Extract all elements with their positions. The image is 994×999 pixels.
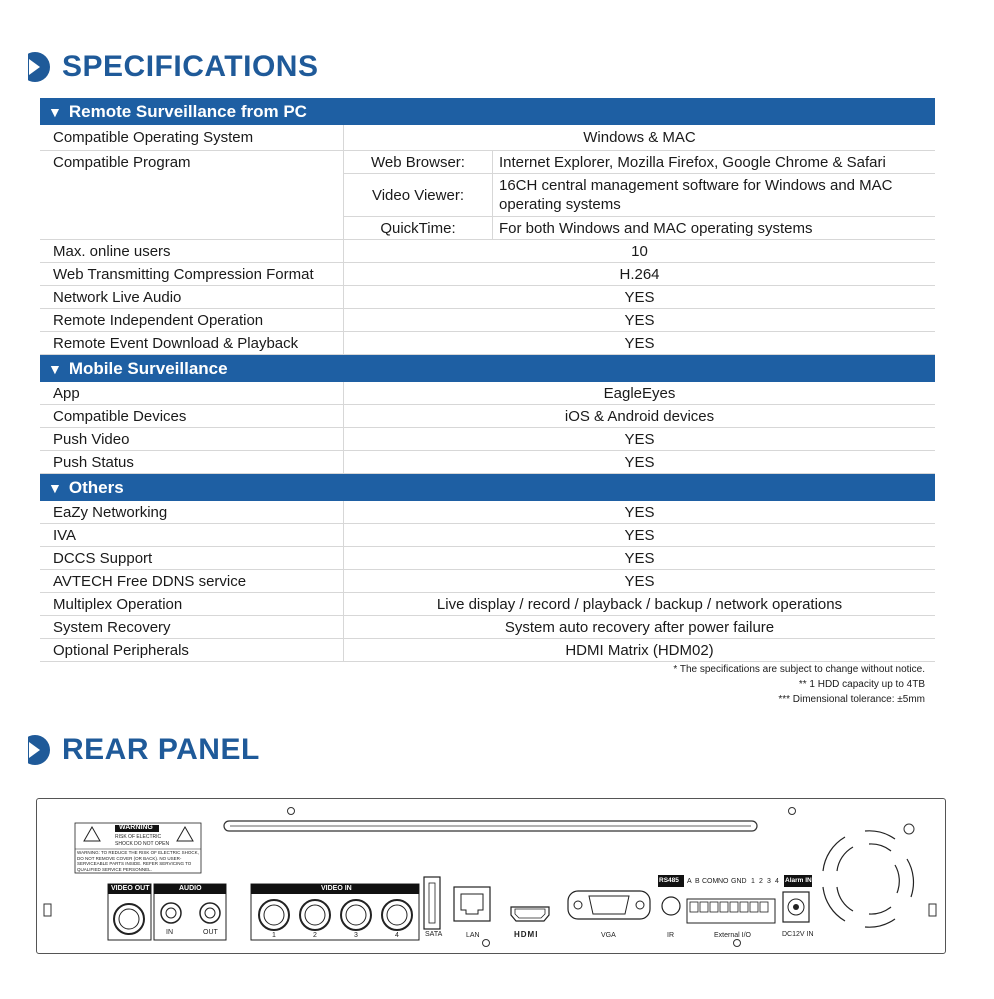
com-label: COM xyxy=(702,878,719,885)
sub-row xyxy=(344,217,935,239)
arrow-circle-icon xyxy=(20,735,50,765)
sub-key: Video Viewer: xyxy=(344,174,493,216)
page-title: SPECIFICATIONS xyxy=(62,50,319,83)
gnd-label: GND xyxy=(731,878,747,885)
footnote: *** Dimensional tolerance: ±5mm xyxy=(778,694,925,705)
table-row xyxy=(40,125,935,151)
section-heading: REAR PANEL xyxy=(62,733,260,766)
row-value: Live display / record / playback / backup / network operations xyxy=(436,595,843,613)
row-value: YES xyxy=(624,311,655,329)
section-title: Mobile Surveillance xyxy=(68,358,228,378)
table-row xyxy=(40,151,935,240)
table-row xyxy=(40,616,935,639)
triangle-down-icon: ▼ xyxy=(48,103,62,120)
sub-key: Web Browser: xyxy=(344,151,493,173)
row-label: Compatible Devices xyxy=(40,405,344,427)
row-label: Max. online users xyxy=(40,240,344,262)
dc-label: DC12V IN xyxy=(782,931,814,938)
alarm-3-label: 3 xyxy=(767,878,771,885)
row-label: App xyxy=(40,382,344,404)
alarm-2-label: 2 xyxy=(759,878,763,885)
warning-text: WARNING: TO REDUCE THE RISK OF ELECTRIC SHOCK, DO NOT REMOVE COVER (OR BACK). NO USER-SERVICEABLE PARTS INSIDE. REFER SERVICING TO QUALIFIED SERVICE PERSONNEL. xyxy=(77,850,199,872)
row-value: Windows & MAC xyxy=(583,129,696,146)
row-label: Multiplex Operation xyxy=(40,593,344,615)
sub-value: For both Windows and MAC operating systems xyxy=(499,219,813,237)
row-value: YES xyxy=(624,453,655,471)
row-label: Compatible Program xyxy=(40,151,344,239)
row-label: System Recovery xyxy=(40,616,344,638)
row-value: YES xyxy=(624,334,655,352)
row-label: Web Transmitting Compression Format xyxy=(40,263,344,285)
video-in-1: 1 xyxy=(272,932,276,939)
warning-line-2: SHOCK DO NOT OPEN xyxy=(115,841,170,847)
footnote: ** 1 HDD capacity up to 4TB xyxy=(798,679,925,690)
section-header-remote xyxy=(40,98,935,125)
rs485-b-label: B xyxy=(695,878,700,885)
sub-row xyxy=(344,151,935,174)
row-label: Push Video xyxy=(40,428,344,450)
footnote: * The specifications are subject to change without notice. xyxy=(673,664,925,675)
rear-panel-drawing xyxy=(36,798,946,954)
sata-label: SATA xyxy=(425,931,443,938)
hdmi-label: HDMI xyxy=(514,930,539,939)
sub-value: 16CH central management software for Windows and MAC operating systems xyxy=(499,177,893,213)
row-value: EagleEyes xyxy=(603,384,676,402)
row-value: YES xyxy=(624,430,655,448)
row-label: DCCS Support xyxy=(40,547,344,569)
table-row xyxy=(40,286,935,309)
ir-label: IR xyxy=(667,932,674,939)
row-label: Push Status xyxy=(40,451,344,473)
row-label: Remote Event Download & Playback xyxy=(40,332,344,354)
video-in-2: 2 xyxy=(313,932,317,939)
table-row xyxy=(40,309,935,332)
alarm-in-label: Alarm IN xyxy=(785,877,812,884)
sub-key: QuickTime: xyxy=(344,217,493,239)
row-value: YES xyxy=(624,288,655,306)
table-row xyxy=(40,451,935,474)
section-header-others xyxy=(40,474,935,501)
section-title: Others xyxy=(68,477,124,497)
video-in-4: 4 xyxy=(395,932,399,939)
table-row xyxy=(40,332,935,355)
row-label: Optional Peripherals xyxy=(40,639,344,661)
row-value: H.264 xyxy=(619,265,660,283)
video-in-3: 3 xyxy=(354,932,358,939)
specifications-heading xyxy=(20,50,318,84)
row-label: AVTECH Free DDNS service xyxy=(40,570,344,592)
audio-out-label: OUT xyxy=(203,929,218,936)
sub-value: Internet Explorer, Mozilla Firefox, Google Chrome & Safari xyxy=(499,153,886,171)
rear-panel-graphic xyxy=(37,799,944,952)
table-row xyxy=(40,547,935,570)
section-header-mobile xyxy=(40,355,935,382)
row-label: EaZy Networking xyxy=(40,501,344,523)
table-row xyxy=(40,593,935,616)
table-row xyxy=(40,240,935,263)
arrow-circle-icon xyxy=(20,52,50,82)
spec-table xyxy=(40,98,935,662)
row-value: YES xyxy=(624,549,655,567)
program-subtable xyxy=(344,151,935,239)
table-row xyxy=(40,405,935,428)
table-row xyxy=(40,263,935,286)
triangle-down-icon: ▼ xyxy=(48,479,62,496)
lan-label: LAN xyxy=(466,932,480,939)
table-row xyxy=(40,524,935,547)
warning-line-1: RISK OF ELECTRIC xyxy=(115,834,162,840)
alarm-4-label: 4 xyxy=(775,878,779,885)
sub-row xyxy=(344,174,935,217)
no-label: NO xyxy=(718,878,729,885)
video-out-label: VIDEO OUT xyxy=(111,885,150,892)
row-value: System auto recovery after power failure xyxy=(504,618,775,636)
row-label: Network Live Audio xyxy=(40,286,344,308)
warning-title: WARNING xyxy=(119,824,153,831)
row-value: YES xyxy=(624,526,655,544)
row-label: IVA xyxy=(40,524,344,546)
table-row xyxy=(40,501,935,524)
table-row xyxy=(40,639,935,662)
row-value: iOS & Android devices xyxy=(564,407,715,425)
row-value: 10 xyxy=(631,242,648,260)
video-in-label: VIDEO IN xyxy=(321,885,352,892)
table-row xyxy=(40,382,935,405)
rs485-label: RS485 xyxy=(659,877,679,884)
section-title: Remote Surveillance from PC xyxy=(68,101,307,121)
footnotes xyxy=(673,662,925,707)
row-value: YES xyxy=(624,572,655,590)
table-row xyxy=(40,428,935,451)
row-label: Remote Independent Operation xyxy=(40,309,344,331)
rs485-a-label: A xyxy=(687,878,692,885)
table-row xyxy=(40,570,935,593)
audio-in-label: IN xyxy=(166,929,173,936)
alarm-1-label: 1 xyxy=(751,878,755,885)
row-value: YES xyxy=(624,503,655,521)
row-label: Compatible Operating System xyxy=(40,125,344,150)
rear-panel-heading xyxy=(20,733,260,767)
triangle-down-icon: ▼ xyxy=(48,360,62,377)
vga-label: VGA xyxy=(601,932,616,939)
audio-label: AUDIO xyxy=(179,885,202,892)
external-io-label: External I/O xyxy=(714,932,751,939)
row-value: HDMI Matrix (HDM02) xyxy=(565,641,714,659)
